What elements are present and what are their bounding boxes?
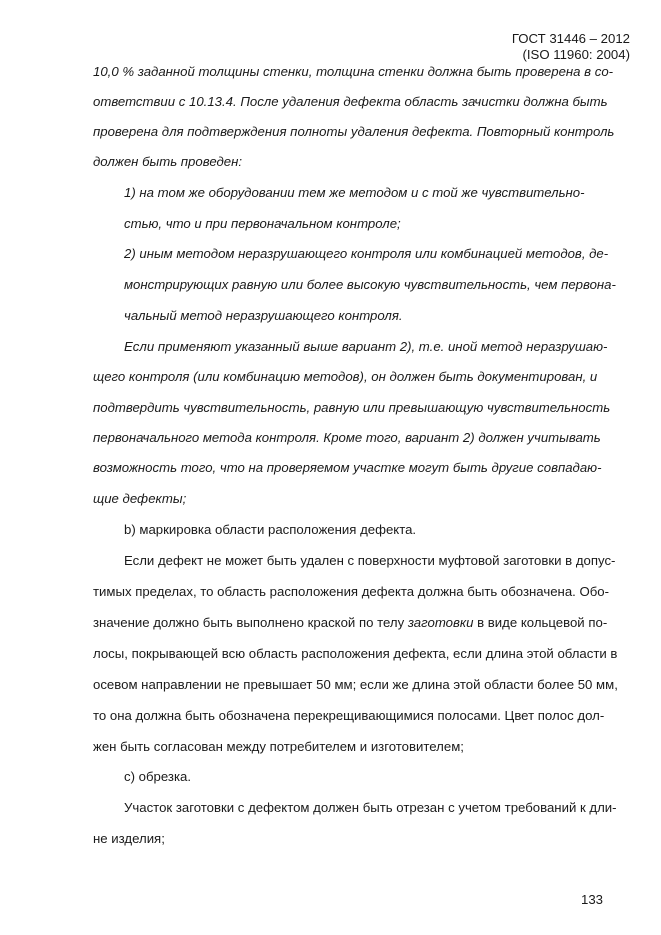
text-span: значение должно быть выполнено краской по телу: [93, 615, 408, 630]
text-line: ответствии с 10.13.4. После удаления дефекта область зачистки должна быть: [93, 94, 608, 109]
text-line: тимых пределах, то область расположения дефекта должна быть обозначена. Обо-: [93, 584, 610, 599]
text-line: Если применяют указанный выше вариант 2), т.е. иной метод неразрушаю-: [124, 339, 608, 354]
text-line: не изделия;: [93, 831, 165, 846]
text-line: осевом направлении не превышает 50 мм; если же длина этой области более 50 мм,: [93, 677, 618, 692]
iso-reference: (ISO 11960: 2004): [522, 47, 630, 62]
text-line: лосы, покрывающей всю область расположения дефекта, если длина этой области в: [93, 646, 618, 661]
list-item-2: 2) иным методом неразрушающего контроля или комбинацией методов, де-: [124, 246, 609, 261]
text-line: [93, 615, 607, 631]
text-line: щие дефекты;: [93, 491, 187, 506]
text-span: в виде кольцевой по-: [473, 615, 608, 630]
text-line: возможность того, что на проверяемом участке могут быть другие совпадаю-: [93, 460, 602, 475]
text-line: должен быть проведен:: [93, 154, 243, 169]
italic-term: заготовки: [407, 615, 474, 630]
standard-number: ГОСТ 31446 – 2012: [511, 31, 630, 46]
text-line: 10,0 % заданной толщины стенки, толщина стенки должна быть проверена в со-: [93, 64, 614, 79]
text-line: первоначального метода контроля. Кроме того, вариант 2) должен учитывать: [93, 430, 601, 445]
text-line: щего контроля (или комбинацию методов), он должен быть документирован, и: [93, 369, 598, 384]
text-line: подтвердить чувствительность, равную или превышающую чувствительность: [93, 400, 611, 415]
page-number: 133: [581, 892, 604, 907]
text-line: жен быть согласован между потребителем и изготовителем;: [93, 739, 464, 754]
text-line: Участок заготовки с дефектом должен быть отрезан с учетом требований к дли-: [124, 800, 617, 815]
text-line: Если дефект не может быть удален с поверхности муфтовой заготовки в допус-: [124, 553, 616, 568]
item-c-heading: c) обрезка.: [124, 769, 192, 784]
text-line: проверена для подтверждения полноты удаления дефекта. Повторный контроль: [93, 124, 615, 139]
page-header: [512, 31, 630, 63]
text-line: чальный метод неразрушающего контроля.: [124, 308, 403, 323]
text-line: то она должна быть обозначена перекрещивающимися полосами. Цвет полос дол-: [93, 708, 605, 723]
item-b-heading: b) маркировка области расположения дефекта.: [124, 522, 417, 537]
list-item-1: 1) на том же оборудовании тем же методом и с той же чувствительно-: [124, 185, 585, 200]
text-line: стью, что и при первоначальном контроле;: [124, 216, 401, 231]
text-line: монстрирующих равную или более высокую чувствительность, чем первона-: [124, 277, 616, 292]
